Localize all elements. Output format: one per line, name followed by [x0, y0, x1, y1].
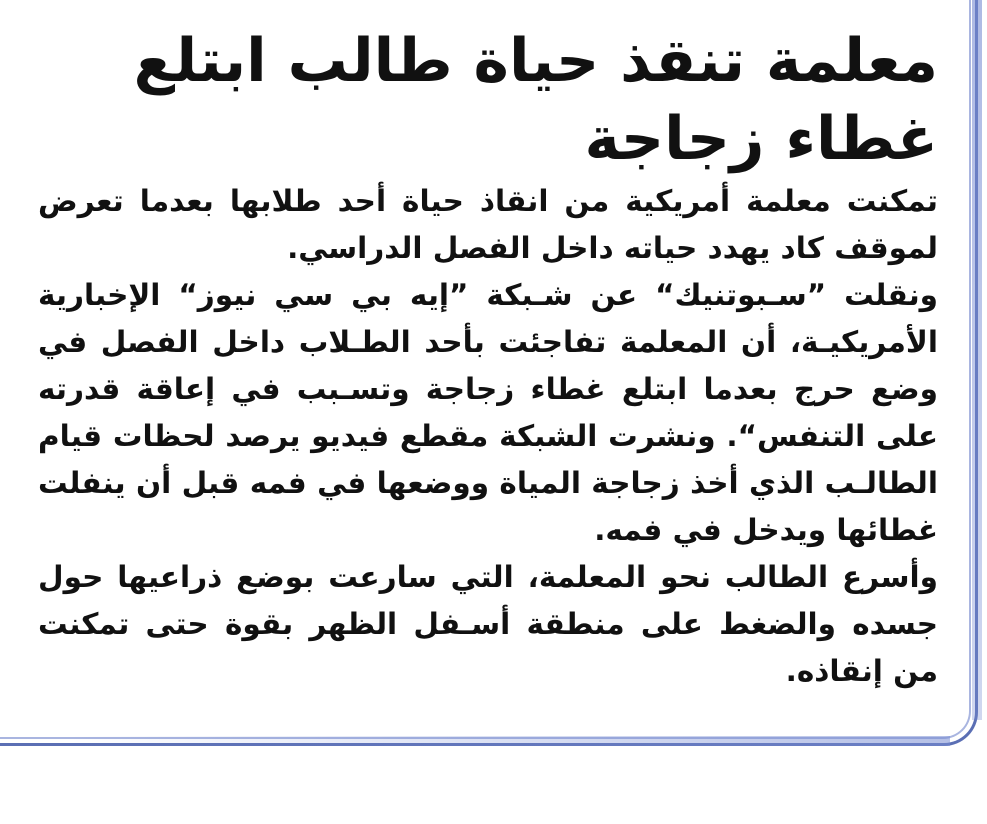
article-box — [38, 22, 938, 695]
article-paragraph-2: ونقلت ”سـبوتنيك“ عن شـبكة ”إيه بي سي نيوز“ الإخبارية الأمريكيـة، أن المعلمة تفاجئت بأحد الطـلاب داخل الفصل في وضع حرج بعدما ابتلع غطاء زجاجة وتسـبب في إعاقة قدرته على التنفس“. ونشرت الشبكة مقطع فيديو يرصد لحظات قيام الطالـب الذي أخذ زجاجة المياة ووضعها في فمه قبل أن ينفلت غطائها ويدخل في فمه. — [38, 278, 938, 547]
bottom-shadow-decoration — [70, 736, 950, 746]
article-paragraph-3: وأسرع الطالب نحو المعلمة، التي سارعت بوضع ذراعيها حول جسده والضغط على منطقة أسـفل الظهر بقوة حتى تمكنت من إنقاذه. — [38, 560, 938, 688]
article-headline: معلمة تنقذ حياة طالب ابتلع غطاء زجاجة — [133, 26, 938, 174]
right-shadow-decoration — [972, 0, 982, 720]
article-paragraph-1: تمكنت معلمة أمريكية من انقاذ حياة أحد طلابها بعدما تعرض لموقف كاد يهدد حياته داخل الفصل الدراسي. — [38, 184, 938, 265]
